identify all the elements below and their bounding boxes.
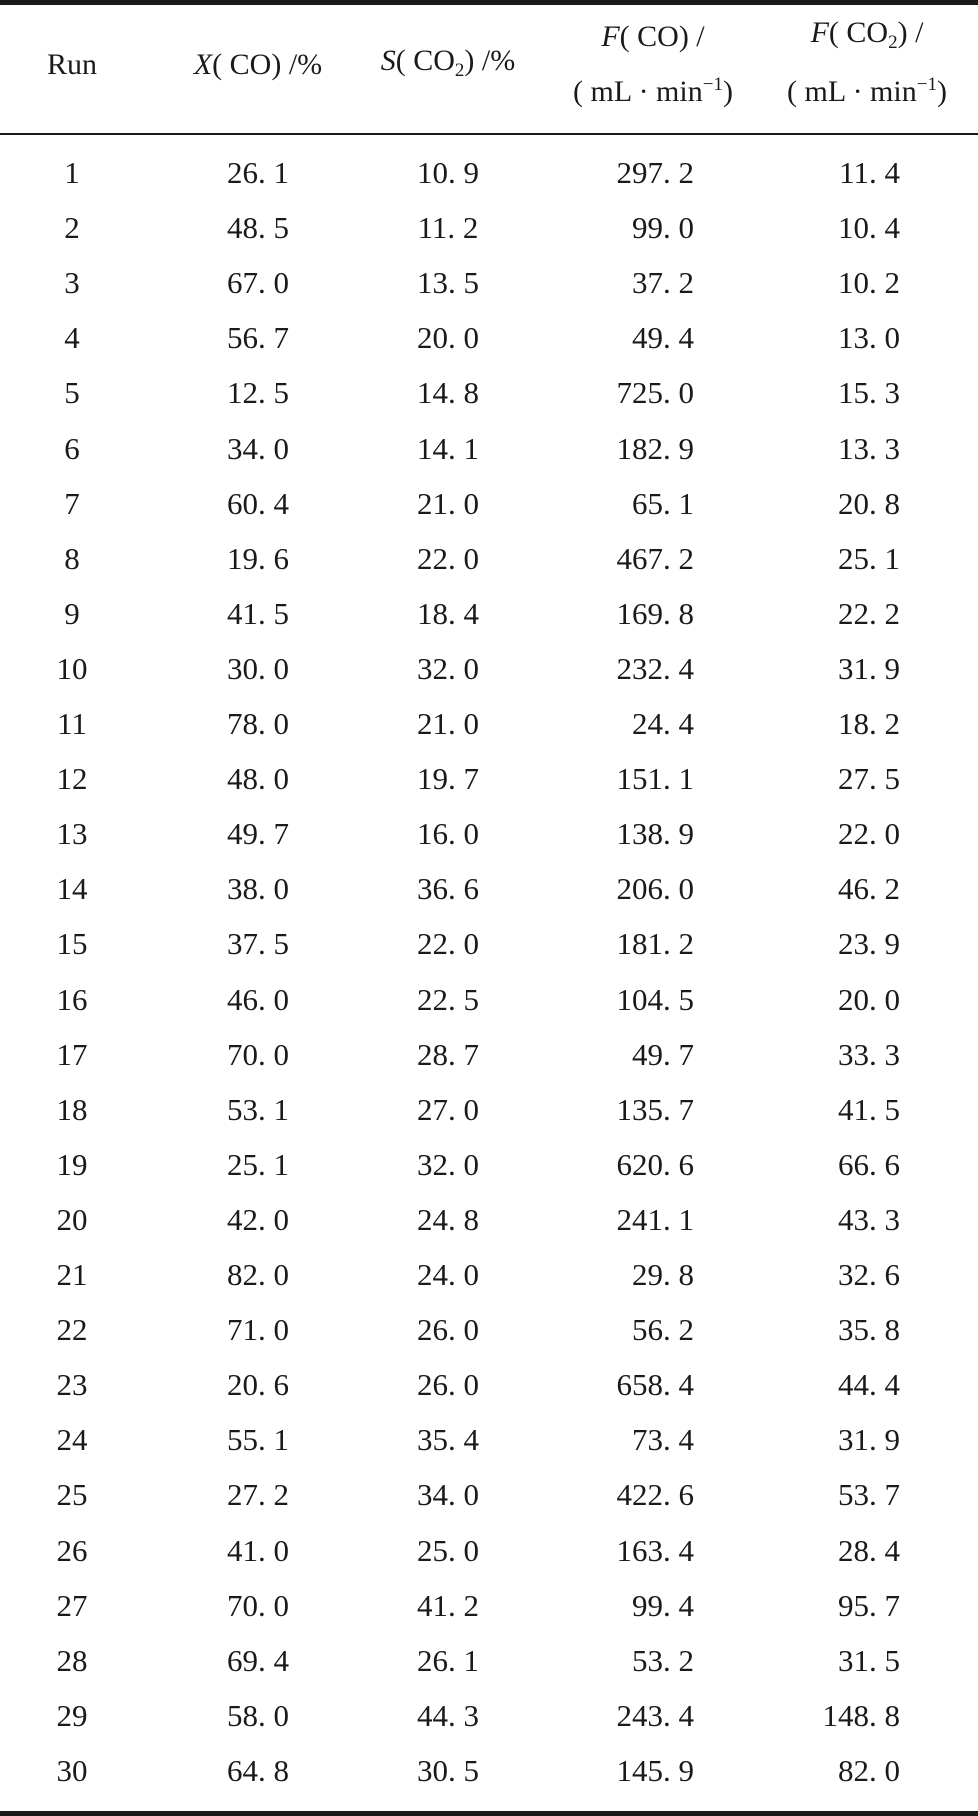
cell-f-co2: 10. 4: [838, 210, 900, 246]
cell-run: 7: [64, 485, 80, 521]
cell-x-co: 27. 2: [227, 1477, 289, 1513]
cell-s-co2: 22. 0: [417, 926, 479, 962]
cell-x-co: 56. 7: [227, 320, 289, 356]
cell-s-co2: 24. 8: [417, 1201, 479, 1237]
header-s-co2-sub: 2: [454, 60, 465, 81]
cell-x-co: 71. 0: [227, 1312, 289, 1348]
cell-s-co2: 26. 0: [417, 1367, 479, 1403]
cell-run: 21: [56, 1257, 88, 1292]
header-f-co2-line1-pre: ( CO: [828, 16, 889, 49]
cell-run: 8: [64, 540, 80, 576]
cell-run: 2: [64, 210, 80, 246]
cell-run: 28: [56, 1642, 88, 1678]
cell-x-co: 70. 0: [227, 1036, 289, 1072]
cell-run: 30: [56, 1752, 88, 1788]
cell-run: 27: [56, 1587, 88, 1623]
header-x-co-line: [163, 48, 353, 82]
cell-f-co2: 32. 6: [838, 1257, 900, 1292]
cell-x-co: 19. 6: [227, 540, 289, 576]
cell-x-co: 64. 8: [227, 1752, 289, 1788]
cell-x-co: 78. 0: [227, 706, 289, 741]
header-s-co2-pre: ( CO: [395, 44, 455, 77]
header-f-co-line1-text: ( CO) /: [619, 20, 705, 53]
cell-s-co2: 27. 0: [417, 1091, 479, 1127]
header-s-co2-symbol: S: [380, 44, 396, 77]
header-run-label: Run: [46, 48, 97, 81]
cell-f-co: 232. 4: [616, 650, 694, 686]
cell-run: 29: [56, 1697, 88, 1733]
cell-f-co: 151. 1: [616, 761, 694, 797]
cell-f-co2: 27. 5: [838, 761, 900, 797]
header-s-co2: [355, 44, 541, 81]
cell-s-co2: 24. 0: [417, 1257, 479, 1292]
cell-f-co2: 18. 2: [838, 706, 900, 741]
cell-f-co: 620. 6: [616, 1146, 694, 1182]
cell-f-co: 56. 2: [632, 1312, 694, 1348]
table-row: [0, 1137, 978, 1192]
header-f-co2-line2: [762, 75, 972, 109]
cell-f-co: 206. 0: [616, 871, 694, 907]
bottom-rule: [0, 1811, 978, 1816]
header-f-co2-sub: 2: [888, 32, 898, 53]
cell-s-co2: 14. 1: [417, 430, 479, 466]
cell-run: 22: [56, 1312, 88, 1348]
cell-f-co: 658. 4: [616, 1367, 694, 1403]
table-row: [0, 696, 978, 751]
cell-run: 5: [64, 375, 80, 411]
cell-f-co2: 33. 3: [838, 1036, 900, 1072]
header-f-co: [548, 20, 758, 109]
cell-x-co: 60. 4: [227, 485, 289, 521]
header-f-co-exponent: −1: [702, 74, 723, 95]
cell-run: 18: [56, 1091, 88, 1127]
table-row: [0, 531, 978, 586]
cell-run: 1: [64, 155, 80, 190]
cell-x-co: 70. 0: [227, 1587, 289, 1623]
cell-run: 6: [64, 430, 80, 466]
cell-s-co2: 32. 0: [417, 650, 479, 686]
cell-x-co: 55. 1: [227, 1422, 289, 1458]
table-row: [0, 916, 978, 971]
cell-s-co2: 16. 0: [417, 816, 479, 852]
table-row: [0, 1027, 978, 1082]
header-f-co2-exponent: −1: [916, 74, 937, 95]
table-row: [0, 1082, 978, 1137]
cell-f-co: 65. 1: [632, 485, 694, 521]
cell-f-co2: 41. 5: [838, 1091, 900, 1127]
table-row: [0, 751, 978, 806]
cell-run: 16: [56, 981, 88, 1017]
cell-s-co2: 28. 7: [417, 1036, 479, 1072]
table-row: [0, 1578, 978, 1633]
cell-run: 26: [56, 1532, 88, 1568]
cell-run: 23: [56, 1367, 88, 1403]
header-x-co-symbol: X: [193, 48, 213, 81]
cell-x-co: 67. 0: [227, 265, 289, 301]
table-row: [0, 1633, 978, 1688]
cell-x-co: 58. 0: [227, 1697, 289, 1733]
cell-s-co2: 22. 0: [417, 540, 479, 576]
cell-f-co2: 20. 0: [838, 981, 900, 1017]
cell-x-co: 34. 0: [227, 430, 289, 466]
table-row: [0, 255, 978, 310]
cell-run: 14: [56, 871, 88, 907]
cell-f-co2: 28. 4: [838, 1532, 900, 1568]
header-s-co2-line: [355, 44, 541, 81]
header-f-co2: [762, 16, 972, 109]
cell-x-co: 48. 5: [227, 210, 289, 246]
cell-f-co2: 23. 9: [838, 926, 900, 962]
cell-f-co2: 13. 0: [838, 320, 900, 356]
cell-f-co2: 10. 2: [838, 265, 900, 301]
cell-f-co: 49. 4: [632, 320, 694, 356]
cell-f-co: 24. 4: [632, 706, 694, 741]
table-row: [0, 200, 978, 255]
cell-x-co: 69. 4: [227, 1642, 289, 1678]
cell-run: 3: [64, 265, 80, 301]
cell-run: 15: [56, 926, 88, 962]
cell-x-co: 41. 5: [227, 595, 289, 631]
cell-f-co: 182. 9: [616, 430, 694, 466]
header-run: [22, 48, 122, 82]
cell-x-co: 20. 6: [227, 1367, 289, 1403]
cell-run: 17: [56, 1036, 88, 1072]
table-row: [0, 1247, 978, 1302]
cell-run: 12: [56, 761, 88, 797]
header-f-co2-line1-post: ) /: [897, 16, 924, 49]
cell-f-co: 73. 4: [632, 1422, 694, 1458]
cell-s-co2: 13. 5: [417, 265, 479, 301]
cell-x-co: 49. 7: [227, 816, 289, 852]
cell-x-co: 26. 1: [227, 155, 289, 190]
table-row: [0, 1412, 978, 1467]
cell-s-co2: 34. 0: [417, 1477, 479, 1513]
cell-s-co2: 35. 4: [417, 1422, 479, 1458]
cell-s-co2: 26. 0: [417, 1312, 479, 1348]
cell-run: 9: [64, 595, 80, 631]
table-row: [0, 1302, 978, 1357]
cell-f-co2: 25. 1: [838, 540, 900, 576]
cell-s-co2: 20. 0: [417, 320, 479, 356]
cell-s-co2: 19. 7: [417, 761, 479, 797]
table-row: [0, 310, 978, 365]
cell-run: 10: [56, 650, 88, 686]
cell-x-co: 46. 0: [227, 981, 289, 1017]
cell-s-co2: 25. 0: [417, 1532, 479, 1568]
cell-s-co2: 44. 3: [417, 1697, 479, 1733]
cell-f-co: 181. 2: [616, 926, 694, 962]
cell-run: 13: [56, 816, 88, 852]
cell-f-co2: 148. 8: [822, 1697, 900, 1733]
cell-f-co2: 31. 9: [838, 1422, 900, 1458]
cell-f-co2: 13. 3: [838, 430, 900, 466]
table-row: [0, 1688, 978, 1743]
top-rule: [0, 0, 978, 5]
cell-f-co: 243. 4: [616, 1697, 694, 1733]
table-row: [0, 586, 978, 641]
cell-s-co2: 32. 0: [417, 1146, 479, 1182]
cell-run: 19: [56, 1146, 88, 1182]
cell-f-co: 138. 9: [616, 816, 694, 852]
cell-x-co: 53. 1: [227, 1091, 289, 1127]
header-f-co-line2: [548, 75, 758, 109]
table-row: [0, 806, 978, 861]
table-row: [0, 421, 978, 476]
cell-f-co2: 95. 7: [838, 1587, 900, 1623]
cell-x-co: 25. 1: [227, 1146, 289, 1182]
cell-f-co: 99. 4: [632, 1587, 694, 1623]
cell-f-co2: 11. 4: [839, 155, 900, 190]
cell-f-co: 241. 1: [616, 1201, 694, 1237]
cell-x-co: 37. 5: [227, 926, 289, 962]
cell-f-co2: 22. 0: [838, 816, 900, 852]
cell-f-co: 297. 2: [616, 155, 694, 190]
cell-s-co2: 41. 2: [417, 1587, 479, 1623]
cell-f-co2: 20. 8: [838, 485, 900, 521]
cell-run: 4: [64, 320, 80, 356]
cell-f-co2: 44. 4: [838, 1367, 900, 1403]
cell-s-co2: 22. 5: [417, 981, 479, 1017]
cell-f-co: 29. 8: [632, 1257, 694, 1292]
header-f-co-symbol: F: [601, 20, 620, 53]
cell-f-co2: 82. 0: [838, 1752, 900, 1788]
cell-s-co2: 14. 8: [417, 375, 479, 411]
cell-f-co: 169. 8: [616, 595, 694, 631]
table-row: [0, 972, 978, 1027]
cell-x-co: 48. 0: [227, 761, 289, 797]
cell-f-co: 135. 7: [616, 1091, 694, 1127]
table-row: [0, 861, 978, 916]
cell-s-co2: 11. 2: [417, 210, 479, 246]
cell-run: 11: [57, 706, 87, 741]
cell-x-co: 30. 0: [227, 650, 289, 686]
header-f-co2-unit: ( mL · min: [787, 75, 917, 108]
header-x-co: [163, 48, 353, 82]
cell-x-co: 12. 5: [227, 375, 289, 411]
cell-f-co2: 35. 8: [838, 1312, 900, 1348]
cell-f-co: 104. 5: [616, 981, 694, 1017]
cell-f-co: 49. 7: [632, 1036, 694, 1072]
cell-f-co2: 46. 2: [838, 871, 900, 907]
cell-x-co: 38. 0: [227, 871, 289, 907]
cell-x-co: 41. 0: [227, 1532, 289, 1568]
table-row: [0, 1357, 978, 1412]
header-f-co2-close: ): [936, 75, 947, 108]
header-s-co2-post: ) /%: [464, 44, 516, 77]
cell-s-co2: 21. 0: [417, 706, 479, 741]
cell-f-co2: 66. 6: [838, 1146, 900, 1182]
header-f-co2-line1: [762, 16, 972, 75]
cell-run: 20: [56, 1201, 88, 1237]
table-row: [0, 1467, 978, 1522]
cell-f-co2: 31. 5: [838, 1642, 900, 1678]
table-row: [0, 145, 978, 200]
header-rule: [0, 133, 978, 135]
cell-f-co2: 53. 7: [838, 1477, 900, 1513]
header-f-co-line1: [548, 20, 758, 75]
table-row: [0, 641, 978, 696]
cell-f-co2: 31. 9: [838, 650, 900, 686]
cell-f-co: 37. 2: [632, 265, 694, 301]
table-row: [0, 365, 978, 420]
cell-f-co: 99. 0: [632, 210, 694, 246]
cell-x-co: 82. 0: [227, 1257, 289, 1292]
cell-x-co: 42. 0: [227, 1201, 289, 1237]
cell-s-co2: 10. 9: [417, 155, 479, 190]
table-row: [0, 1523, 978, 1578]
cell-s-co2: 26. 1: [417, 1642, 479, 1678]
cell-s-co2: 36. 6: [417, 871, 479, 907]
cell-f-co2: 22. 2: [838, 595, 900, 631]
table-row: [0, 1192, 978, 1247]
table-row: [0, 1743, 978, 1798]
cell-f-co: 422. 6: [616, 1477, 694, 1513]
header-f-co2-symbol: F: [810, 16, 829, 49]
table-row: [0, 476, 978, 531]
header-x-co-text: ( CO) /%: [212, 48, 323, 81]
header-f-co-unit: ( mL · min: [573, 75, 703, 108]
cell-f-co: 163. 4: [616, 1532, 694, 1568]
cell-f-co2: 43. 3: [838, 1201, 900, 1237]
cell-f-co: 467. 2: [616, 540, 694, 576]
cell-s-co2: 18. 4: [417, 595, 479, 631]
cell-f-co2: 15. 3: [838, 375, 900, 411]
header-f-co-close: ): [722, 75, 733, 108]
cell-run: 24: [56, 1422, 88, 1458]
cell-s-co2: 30. 5: [417, 1752, 479, 1788]
cell-run: 25: [56, 1477, 88, 1513]
cell-f-co: 53. 2: [632, 1642, 694, 1678]
cell-s-co2: 21. 0: [417, 485, 479, 521]
cell-f-co: 725. 0: [616, 375, 694, 411]
cell-f-co: 145. 9: [616, 1752, 694, 1788]
